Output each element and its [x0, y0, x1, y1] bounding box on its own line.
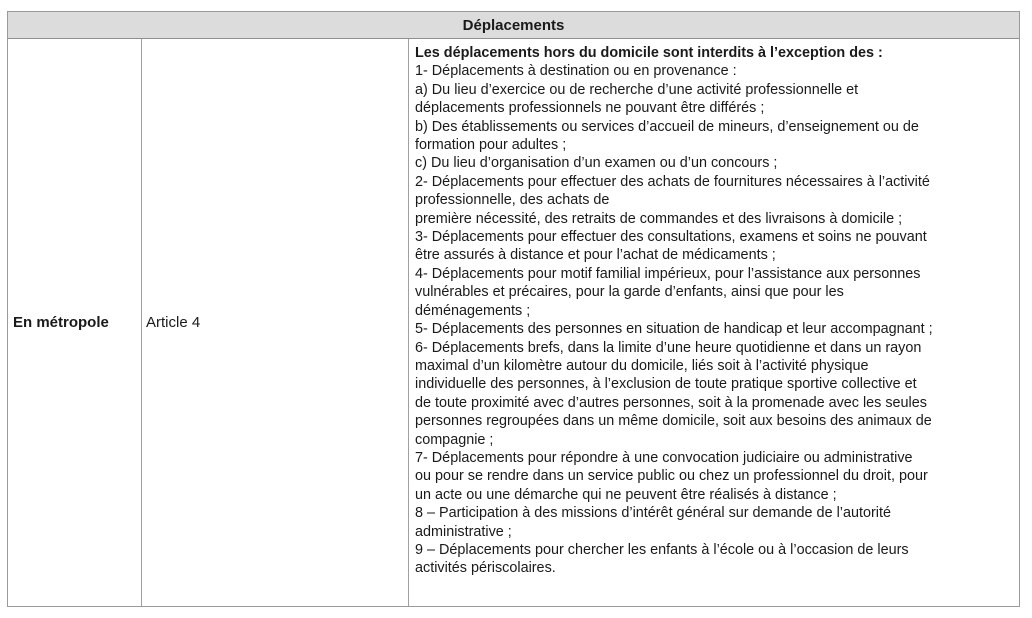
rule-line: déplacements professionnels ne pouvant être différés ;	[415, 100, 765, 117]
rule-line: personnes regroupées dans un même domicile, soit aux besoins des animaux de	[415, 413, 932, 430]
table-header	[8, 12, 1019, 39]
table-row	[8, 39, 1019, 606]
rule-line: ou pour se rendre dans un service public ou chez un professionnel du droit, pour	[415, 468, 928, 485]
rule-line: 2- Déplacements pour effectuer des achats de fournitures nécessaires à l’activité	[415, 173, 930, 190]
rules-cell	[409, 39, 1019, 606]
rule-line: de toute proximité avec d’autres personnes, soit à la promenade avec les seules	[415, 394, 927, 411]
rule-line: professionnelle, des achats de	[415, 192, 610, 209]
rule-line: individuelle des personnes, à l’exclusion de toute pratique sportive collective et	[415, 376, 917, 393]
rule-line: un acte ou une démarche qui ne peuvent être réalisés à distance ;	[415, 486, 837, 503]
rule-line: être assurés à distance et pour l’achat de médicaments ;	[415, 247, 776, 264]
article-label: Article 4	[146, 314, 201, 331]
rule-line: 1- Déplacements à destination ou en provenance :	[415, 63, 737, 80]
rule-line: 8 – Participation à des missions d’intérêt général sur demande de l’autorité	[415, 505, 891, 522]
rule-line: a) Du lieu d’exercice ou de recherche d’une activité professionnelle et	[415, 81, 859, 98]
rule-line: compagnie ;	[415, 431, 494, 448]
rule-line: 4- Déplacements pour motif familial impérieux, pour l’assistance aux personnes	[415, 265, 921, 282]
regulation-table	[7, 11, 1020, 607]
rule-line: 5- Déplacements des personnes en situation de handicap et leur accompagnant ;	[415, 321, 933, 338]
rules-intro: Les déplacements hors du domicile sont interdits à l’exception des :	[415, 45, 883, 61]
rule-line: 7- Déplacements pour répondre à une convocation judiciaire ou administrative	[415, 449, 913, 466]
rule-line: première nécessité, des retraits de commandes et des livraisons à domicile ;	[415, 210, 903, 227]
rule-line: b) Des établissements ou services d’accueil de mineurs, d’enseignement ou de	[415, 118, 919, 135]
rule-line: 3- Déplacements pour effectuer des consultations, examens et soins ne pouvant	[415, 229, 927, 246]
zone-cell	[8, 39, 142, 606]
rules-list	[415, 62, 1011, 577]
rule-line: 6- Déplacements brefs, dans la limite d’une heure quotidienne et dans un rayon	[415, 339, 922, 356]
table-header-title: Déplacements	[462, 16, 565, 34]
rule-line: maximal d’un kilomètre autour du domicile, liés soit à l’activité physique	[415, 357, 869, 374]
rule-line: 9 – Déplacements pour chercher les enfants à l’école ou à l’occasion de leurs	[415, 541, 909, 558]
rule-line: formation pour adultes ;	[415, 137, 567, 154]
article-cell	[142, 39, 409, 606]
zone-label: En métropole	[13, 314, 109, 331]
rule-line: activités périscolaires.	[415, 560, 556, 577]
rule-line: vulnérables et précaires, pour la garde d’enfants, ainsi que pour les	[415, 284, 844, 301]
rule-line: c) Du lieu d’organisation d’un examen ou d’un concours ;	[415, 155, 778, 172]
rule-line: déménagements ;	[415, 302, 531, 319]
rule-line: administrative ;	[415, 523, 512, 540]
